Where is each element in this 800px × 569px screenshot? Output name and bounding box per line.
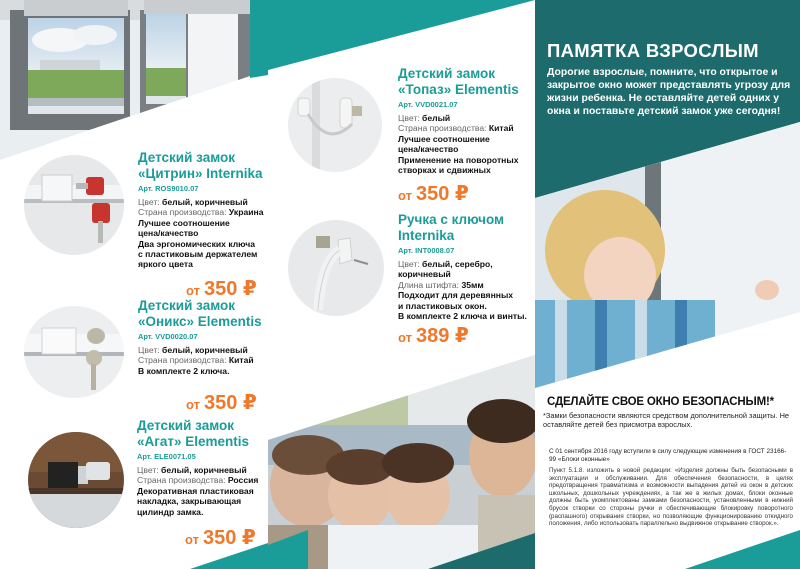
product-description-line: Два эргономических ключа — [138, 238, 255, 249]
product-description-line: Лучшее соотношение — [398, 133, 490, 144]
product-price: от 350 ₽ — [185, 527, 256, 550]
cable-window-lock-icon — [288, 78, 382, 172]
product-description-line: створках и сдвижных — [398, 165, 491, 176]
product-article: Арт. VVD0020.07 — [138, 332, 198, 341]
gost-intro: С 01 сентября 2016 году вступили в силу следующие изменения в ГОСТ 23166-99 «Блоки оконные» — [549, 448, 787, 463]
product-description-line: Декоративная пластиковая — [137, 485, 254, 496]
panel-left — [0, 0, 268, 569]
product-description-line: и пластиковых окон. — [398, 300, 487, 311]
product-description-line: с пластиковым держателем — [138, 249, 258, 260]
product-agat — [137, 418, 268, 550]
panel-right — [535, 0, 800, 569]
product-color: Цвет: белый — [398, 113, 451, 123]
safety-note: *Замки безопасности являются средством дополнительной защиты. Не оставляйте детей без присмотра взрослых. — [543, 411, 790, 430]
product-color: Цвет: белый, коричневый — [137, 465, 247, 475]
gost-text: Пункт 5.1.8. изложить в новой редакции: «Изделия должны быть безопасными в эксплуатации и обслуживании. Для обеспечения безопасности, в целях предотвращения травматизма и возможности выпадения детей из окон в детских школьных, дошкольных учреждениях, а так же в жилых домах, блоки оконные должны быть укомплектованы замками безопасности, установленными в нижний брусок створки со стороны ручки и обеспечивающие блокировку поворотного (распашного) открывания створки, но позволяющие функционированию откидного положения, либо использовать параллельно выдвижное открывание створок.». — [549, 467, 793, 528]
product-topaz — [398, 66, 535, 206]
product-description-line: В комплекте 2 ключа и винты. — [398, 311, 527, 322]
product-title: Детский замок «Цитрин» Internika — [138, 150, 263, 181]
product-title: Детский замок «Оникс» Elementis — [138, 298, 262, 329]
product-title: Детский замок «Топаз» Elementis — [398, 66, 519, 97]
product-article: Арт. ELE0071.05 — [137, 452, 196, 461]
product-article: Арт. ROS9010.07 — [138, 184, 199, 193]
product-price: от 350 ₽ — [186, 277, 257, 300]
window-lock-red-keys-icon — [24, 155, 124, 255]
product-description-line: цена/качество — [398, 144, 459, 155]
product-description-line: Лучшее соотношение — [138, 217, 230, 228]
product-citrin — [138, 150, 268, 301]
window-photo — [0, 0, 268, 160]
memo-text: Дорогие взрослые, помните, что открытое и закрытое окно может представлять угрозу для жизни ребенка. Не оставляйте детей одних у окна и поставьте детский замок уже сегодня! — [547, 67, 791, 117]
product-color-cont: коричневый — [398, 269, 451, 280]
product-country: Страна производства: Китай — [398, 123, 514, 134]
product-country: Страна производства: Украина — [138, 207, 264, 218]
product-article: Арт. VVD0021.07 — [398, 100, 458, 109]
product-price: от 389 ₽ — [398, 325, 469, 348]
product-description-line: накладка, закрывающая — [137, 496, 242, 507]
memo-title: ПАМЯТКА ВЗРОСЛЫМ — [547, 40, 759, 61]
product-onyx — [138, 298, 268, 415]
product-country: Страна производства: Китай — [138, 355, 254, 366]
product-color: Цвет: белый, серебро, — [398, 259, 493, 269]
product-description-line: Подходит для деревянных — [398, 290, 514, 301]
product-price: от 350 ₽ — [186, 392, 257, 415]
window-lock-keys-icon — [24, 306, 124, 398]
product-description-line: В комплекте 2 ключа. — [138, 365, 230, 376]
product-title: Детский замок «Агат» Elementis — [137, 418, 250, 449]
brown-window-lock-icon — [28, 432, 124, 528]
safety-title: СДЕЛАЙТЕ СВОЕ ОКНО БЕЗОПАСНЫМ!* — [547, 396, 774, 408]
product-description-line: цена/качество — [138, 228, 199, 239]
product-description-line: цилиндр замка. — [137, 506, 204, 517]
family-photo — [268, 345, 535, 569]
product-color: Цвет: белый, коричневый — [138, 345, 248, 355]
product-description-line: яркого цвета — [138, 259, 193, 270]
product-handle — [398, 212, 535, 348]
product-title: Ручка с ключом Internika — [398, 212, 505, 243]
teal-corner-right — [535, 520, 800, 569]
product-pin-length: Длина штифта: 35мм — [398, 279, 484, 290]
product-color: Цвет: белый, коричневый — [138, 197, 248, 207]
window-handle-key-icon — [288, 220, 384, 316]
product-description-line: Применение на поворотных — [398, 154, 519, 165]
product-country: Страна производства: Россия — [137, 475, 259, 486]
product-article: Арт. INT0008.07 — [398, 246, 455, 255]
teal-corner — [0, 535, 268, 569]
panel-mid — [268, 0, 535, 569]
teal-banner-fill — [268, 0, 535, 60]
product-price: от 350 ₽ — [398, 183, 469, 206]
